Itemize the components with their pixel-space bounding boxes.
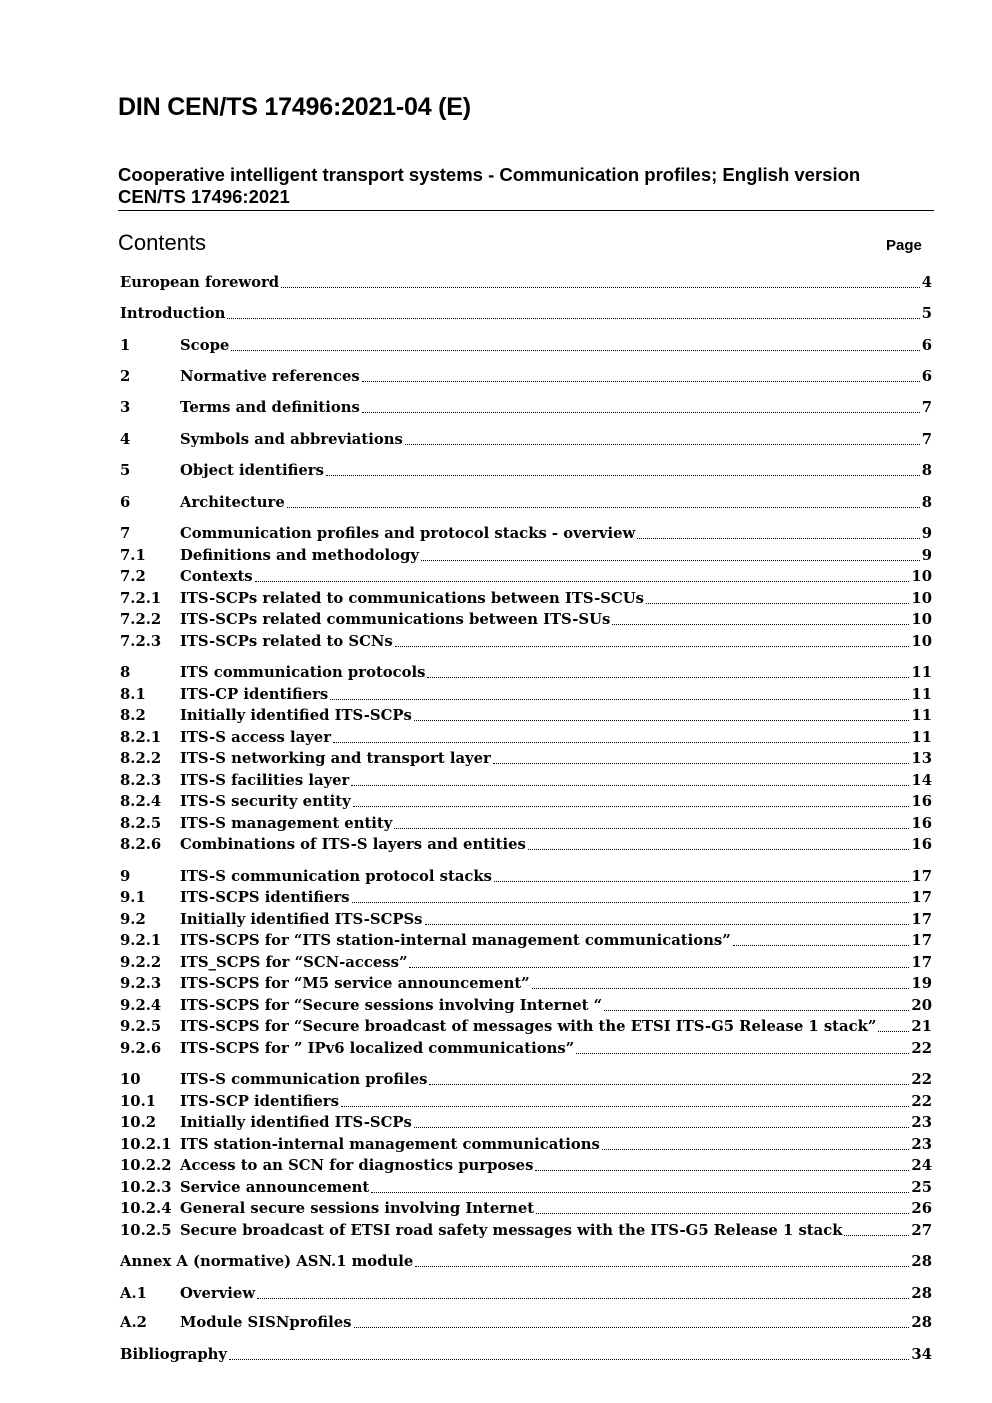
toc-entry-title: Communication profiles and protocol stacks - overview bbox=[180, 525, 636, 542]
toc-entry-number: 9 bbox=[120, 868, 131, 885]
toc-entry-title: Initially identified ITS-SCPSs bbox=[180, 911, 423, 928]
toc-dot-leader bbox=[330, 698, 909, 700]
toc-entry-title: Secure broadcast of ETSI road safety messages with the ITS-G5 Release 1 stack bbox=[180, 1222, 843, 1239]
toc-entry-page: 7 bbox=[921, 399, 932, 416]
toc-entry[interactable] bbox=[120, 973, 932, 994]
toc-entry-page: 16 bbox=[911, 815, 932, 832]
toc-entry-number: 10.2 bbox=[120, 1114, 157, 1131]
toc-entry-title: ITS-S access layer bbox=[180, 729, 331, 746]
toc-dot-leader bbox=[395, 645, 910, 647]
toc-entry[interactable] bbox=[120, 523, 932, 544]
toc-entry[interactable] bbox=[120, 631, 932, 652]
toc-entry-page: 23 bbox=[911, 1136, 932, 1153]
toc-entry-number: 8.2.2 bbox=[120, 750, 162, 767]
toc-entry-page: 9 bbox=[921, 525, 932, 542]
toc-entry-page: 23 bbox=[911, 1114, 932, 1131]
toc-dot-leader bbox=[637, 537, 919, 539]
toc-entry-page: 5 bbox=[921, 305, 932, 322]
toc-entry[interactable] bbox=[120, 1134, 932, 1155]
toc-entry-title: Normative references bbox=[180, 368, 360, 385]
toc-entry-title: Architecture bbox=[180, 494, 285, 511]
toc-entry-page: 8 bbox=[921, 462, 932, 479]
toc-dot-leader bbox=[576, 1052, 909, 1054]
toc-entry[interactable] bbox=[120, 566, 932, 587]
toc-entry[interactable] bbox=[120, 429, 932, 450]
toc-entry-page: 11 bbox=[911, 707, 932, 724]
toc-entry-title: Initially identified ITS-SCPs bbox=[180, 1114, 412, 1131]
toc-entry-number: 7.2.3 bbox=[120, 633, 162, 650]
toc-entry[interactable] bbox=[120, 662, 932, 683]
toc-entry[interactable] bbox=[120, 1220, 932, 1241]
toc-entry[interactable] bbox=[120, 684, 932, 705]
toc-entry-page: 17 bbox=[911, 911, 932, 928]
toc-entry-page: 13 bbox=[911, 750, 932, 767]
toc-entry-title: Service announcement bbox=[180, 1179, 370, 1196]
toc-entry[interactable] bbox=[120, 1069, 932, 1090]
toc-entry-title: Combinations of ITS-S layers and entities bbox=[180, 836, 526, 853]
toc-entry-title: Contexts bbox=[180, 568, 253, 585]
toc-entry-title: ITS-SCPS for “M5 service announcement” bbox=[180, 975, 530, 992]
toc-entry-title: Module SISNprofiles bbox=[180, 1314, 352, 1331]
toc-entry-title: ITS_SCPS for “SCN-access” bbox=[180, 954, 408, 971]
toc-entry-title: Introduction bbox=[120, 305, 226, 322]
toc-entry-number: 7.2.2 bbox=[120, 611, 162, 628]
toc-entry-number: 10.2.1 bbox=[120, 1136, 172, 1153]
toc-dot-leader bbox=[229, 1358, 909, 1360]
toc-dot-leader bbox=[352, 901, 910, 903]
toc-entry[interactable] bbox=[120, 1177, 932, 1198]
toc-dot-leader bbox=[231, 349, 919, 351]
toc-dot-leader bbox=[362, 411, 920, 413]
toc-entry-number: A.1 bbox=[120, 1285, 147, 1302]
toc-entry-title: Definitions and methodology bbox=[180, 547, 419, 564]
document-subtitle bbox=[118, 164, 860, 208]
toc-entry-title: ITS-SCPS for ” IPv6 localized communications” bbox=[180, 1040, 575, 1057]
toc-entry-title: Bibliography bbox=[120, 1346, 228, 1363]
toc-entry-title: Object identifiers bbox=[180, 462, 324, 479]
toc-entry-title: General secure sessions involving Internet bbox=[180, 1200, 535, 1217]
toc-entry-page: 24 bbox=[911, 1157, 932, 1174]
toc-entry[interactable] bbox=[120, 1112, 932, 1133]
toc-entry[interactable] bbox=[120, 705, 932, 726]
toc-entry[interactable] bbox=[120, 952, 932, 973]
toc-dot-leader bbox=[844, 1234, 909, 1236]
toc-entry-title: Access to an SCN for diagnostics purposes bbox=[180, 1157, 534, 1174]
toc-entry-title: Symbols and abbreviations bbox=[180, 431, 403, 448]
toc-entry-number: 8.2.1 bbox=[120, 729, 162, 746]
toc-dot-leader bbox=[255, 580, 910, 582]
toc-dot-leader bbox=[612, 623, 909, 625]
toc-entry-page: 10 bbox=[911, 611, 932, 628]
toc-entry-page: 27 bbox=[911, 1222, 932, 1239]
subtitle-line-2: CEN/TS 17496:2021 bbox=[118, 186, 290, 207]
toc-entry-title: ITS-S communication profiles bbox=[180, 1071, 428, 1088]
toc-entry[interactable] bbox=[120, 1155, 932, 1176]
toc-dot-leader bbox=[394, 827, 909, 829]
toc-entry-number: 7 bbox=[120, 525, 131, 542]
toc-entry-page: 10 bbox=[911, 568, 932, 585]
toc-entry-title: ITS station-internal management communications bbox=[180, 1136, 600, 1153]
toc-entry-number: 10.2.5 bbox=[120, 1222, 172, 1239]
toc-entry[interactable] bbox=[120, 866, 932, 887]
toc-entry[interactable] bbox=[120, 335, 932, 356]
toc-entry-number: 7.1 bbox=[120, 547, 146, 564]
toc-entry[interactable] bbox=[120, 397, 932, 418]
toc-entry-page: 28 bbox=[911, 1253, 932, 1270]
toc-entry-number: 9.2.6 bbox=[120, 1040, 162, 1057]
toc-entry[interactable] bbox=[120, 834, 932, 855]
toc-entry-page: 16 bbox=[911, 793, 932, 810]
toc-entry-number: 9.2.1 bbox=[120, 932, 162, 949]
toc-entry[interactable] bbox=[120, 588, 932, 609]
toc-entry-number: 9.2.3 bbox=[120, 975, 162, 992]
toc-entry-page: 20 bbox=[911, 997, 932, 1014]
toc-entry-title: ITS-SCPS identifiers bbox=[180, 889, 350, 906]
toc-entry-title: ITS-SCPs related to communications between ITS-SCUs bbox=[180, 590, 644, 607]
toc-entry[interactable] bbox=[120, 460, 932, 481]
toc-entry[interactable] bbox=[120, 813, 932, 834]
toc-dot-leader bbox=[494, 880, 909, 882]
title-divider bbox=[118, 210, 934, 211]
toc-entry-number: 7.2.1 bbox=[120, 590, 162, 607]
toc-entry-title: European foreword bbox=[120, 274, 280, 291]
toc-dot-leader bbox=[425, 923, 910, 925]
toc-dot-leader bbox=[409, 966, 909, 968]
toc-entry-title: ITS communication protocols bbox=[180, 664, 426, 681]
toc-dot-leader bbox=[414, 719, 910, 721]
toc-entry-page: 4 bbox=[921, 274, 932, 291]
toc-dot-leader bbox=[602, 1148, 910, 1150]
toc-entry-number: 10.2.2 bbox=[120, 1157, 172, 1174]
toc-entry-page: 16 bbox=[911, 836, 932, 853]
toc-entry-page: 17 bbox=[911, 868, 932, 885]
toc-entry-title: ITS-SCPS for “ITS station-internal management communications” bbox=[180, 932, 731, 949]
toc-entry-title: ITS-S communication protocol stacks bbox=[180, 868, 493, 885]
toc-entry-title: Overview bbox=[180, 1285, 256, 1302]
toc-entry-title: ITS-SCPS for “Secure sessions involving Internet “ bbox=[180, 997, 603, 1014]
toc-entry-number: 6 bbox=[120, 494, 131, 511]
toc-entry-page: 10 bbox=[911, 633, 932, 650]
toc-entry[interactable] bbox=[120, 887, 932, 908]
toc-entry[interactable] bbox=[120, 1091, 932, 1112]
toc-dot-leader bbox=[646, 602, 909, 604]
toc-entry-number: A.2 bbox=[120, 1314, 147, 1331]
toc-entry-number: 9.2 bbox=[120, 911, 146, 928]
toc-entry-number: 8 bbox=[120, 664, 131, 681]
toc-entry-title: ITS-SCP identifiers bbox=[180, 1093, 339, 1110]
toc-entry-number: 4 bbox=[120, 431, 131, 448]
toc-dot-leader bbox=[405, 443, 920, 445]
toc-entry-page: 19 bbox=[911, 975, 932, 992]
toc-dot-leader bbox=[733, 944, 910, 946]
toc-entry-title: ITS-S networking and transport layer bbox=[180, 750, 491, 767]
toc-entry-number: 9.2.5 bbox=[120, 1018, 162, 1035]
toc-entry-page: 6 bbox=[921, 368, 932, 385]
toc-entry-number: 7.2 bbox=[120, 568, 146, 585]
toc-entry-title: Initially identified ITS-SCPs bbox=[180, 707, 412, 724]
toc-entry[interactable] bbox=[120, 1251, 932, 1272]
toc-entry-page: 11 bbox=[911, 664, 932, 681]
toc-entry-number: 8.1 bbox=[120, 686, 146, 703]
toc-entry-number: 10.2.4 bbox=[120, 1200, 172, 1217]
toc-entry[interactable] bbox=[120, 272, 932, 293]
toc-entry[interactable] bbox=[120, 1198, 932, 1219]
toc-dot-leader bbox=[421, 559, 920, 561]
toc-dot-leader bbox=[493, 762, 910, 764]
toc-entry-page: 22 bbox=[911, 1071, 932, 1088]
toc-entry[interactable] bbox=[120, 1283, 932, 1304]
toc-entry-page: 22 bbox=[911, 1040, 932, 1057]
toc-dot-leader bbox=[341, 1105, 909, 1107]
toc-entry-page: 10 bbox=[911, 590, 932, 607]
toc-entry-title: Terms and definitions bbox=[180, 399, 360, 416]
toc-entry-title: ITS-SCPs related to SCNs bbox=[180, 633, 393, 650]
toc-dot-leader bbox=[535, 1169, 909, 1171]
toc-dot-leader bbox=[429, 1083, 909, 1085]
page-column-heading: Page bbox=[886, 237, 922, 254]
toc-dot-leader bbox=[281, 286, 920, 288]
toc-entry[interactable] bbox=[120, 545, 932, 566]
toc-dot-leader bbox=[227, 317, 919, 319]
toc-entry[interactable] bbox=[120, 727, 932, 748]
document-title: DIN CEN/TS 17496:2021-04 (E) bbox=[118, 93, 471, 121]
toc-entry-title: ITS-S facilities layer bbox=[180, 772, 350, 789]
toc-entry-page: 17 bbox=[911, 889, 932, 906]
toc-entry-page: 9 bbox=[921, 547, 932, 564]
toc-entry-page: 17 bbox=[911, 932, 932, 949]
toc-entry-title: ITS-CP identifiers bbox=[180, 686, 329, 703]
toc-dot-leader bbox=[536, 1212, 909, 1214]
toc-dot-leader bbox=[353, 805, 910, 807]
toc-dot-leader bbox=[333, 741, 909, 743]
subtitle-line-1: Cooperative intelligent transport systems - Communication profiles; English version bbox=[118, 164, 861, 185]
toc-entry-page: 22 bbox=[911, 1093, 932, 1110]
toc-entry-title: ITS-SCPs related communications between ITS-SUs bbox=[180, 611, 611, 628]
toc-entry-number: 2 bbox=[120, 368, 131, 385]
toc-entry[interactable] bbox=[120, 748, 932, 769]
toc-entry[interactable] bbox=[120, 1038, 932, 1059]
toc-entry[interactable] bbox=[120, 492, 932, 513]
toc-entry[interactable] bbox=[120, 770, 932, 791]
toc-entry-number: 5 bbox=[120, 462, 131, 479]
toc-entry-number: 10 bbox=[120, 1071, 141, 1088]
toc-entry-number: 3 bbox=[120, 399, 131, 416]
toc-entry-page: 28 bbox=[911, 1314, 932, 1331]
toc-entry-title: Annex A (normative) ASN.1 module bbox=[120, 1253, 414, 1270]
toc-entry[interactable] bbox=[120, 1016, 932, 1037]
toc-entry[interactable] bbox=[120, 609, 932, 630]
toc-entry-page: 34 bbox=[911, 1346, 932, 1363]
toc-entry[interactable] bbox=[120, 1312, 932, 1333]
toc-dot-leader bbox=[362, 380, 920, 382]
toc-entry[interactable] bbox=[120, 909, 932, 930]
toc-entry[interactable] bbox=[120, 366, 932, 387]
toc-entry-number: 8.2.3 bbox=[120, 772, 162, 789]
toc-entry-page: 26 bbox=[911, 1200, 932, 1217]
toc-dot-leader bbox=[415, 1265, 909, 1267]
toc-entry-number: 9.1 bbox=[120, 889, 146, 906]
toc-dot-leader bbox=[528, 848, 910, 850]
toc-dot-leader bbox=[427, 676, 909, 678]
toc-entry-page: 21 bbox=[911, 1018, 932, 1035]
toc-dot-leader bbox=[371, 1191, 909, 1193]
toc-entry-page: 11 bbox=[911, 686, 932, 703]
toc-entry-title: ITS-SCPS for “Secure broadcast of messages with the ETSI ITS-G5 Release 1 stack” bbox=[180, 1018, 877, 1035]
toc-entry-page: 14 bbox=[911, 772, 932, 789]
toc-entry-number: 8.2.4 bbox=[120, 793, 162, 810]
toc-entry-number: 10.1 bbox=[120, 1093, 157, 1110]
contents-heading: Contents bbox=[118, 230, 207, 255]
toc-entry-title: ITS-S management entity bbox=[180, 815, 393, 832]
toc-dot-leader bbox=[354, 1326, 910, 1328]
toc-entry-number: 9.2.2 bbox=[120, 954, 162, 971]
toc-entry-page: 11 bbox=[911, 729, 932, 746]
toc-dot-leader bbox=[604, 1009, 909, 1011]
toc-dot-leader bbox=[414, 1126, 910, 1128]
toc-entry-number: 8.2 bbox=[120, 707, 146, 724]
toc-entry-page: 28 bbox=[911, 1285, 932, 1302]
toc-dot-leader bbox=[287, 506, 920, 508]
toc-entry-page: 25 bbox=[911, 1179, 932, 1196]
toc-dot-leader bbox=[878, 1030, 909, 1032]
toc-entry-number: 1 bbox=[120, 337, 131, 354]
toc-entry-number: 9.2.4 bbox=[120, 997, 162, 1014]
toc-entry[interactable] bbox=[120, 303, 932, 324]
toc-dot-leader bbox=[532, 987, 910, 989]
toc-entry[interactable] bbox=[120, 1344, 932, 1365]
toc-dot-leader bbox=[326, 474, 920, 476]
toc-entry-title: Scope bbox=[180, 337, 230, 354]
toc-dot-leader bbox=[351, 784, 909, 786]
toc-entry-number: 10.2.3 bbox=[120, 1179, 172, 1196]
toc-entry-page: 7 bbox=[921, 431, 932, 448]
toc-entry[interactable] bbox=[120, 791, 932, 812]
toc-entry[interactable] bbox=[120, 995, 932, 1016]
toc-entry-title: ITS-S security entity bbox=[180, 793, 351, 810]
toc-dot-leader bbox=[257, 1297, 909, 1299]
toc-entry[interactable] bbox=[120, 930, 932, 951]
toc-entry-page: 17 bbox=[911, 954, 932, 971]
toc-entry-number: 8.2.5 bbox=[120, 815, 162, 832]
toc-entry-page: 8 bbox=[921, 494, 932, 511]
toc-entry-number: 8.2.6 bbox=[120, 836, 162, 853]
toc-entry-page: 6 bbox=[921, 337, 932, 354]
